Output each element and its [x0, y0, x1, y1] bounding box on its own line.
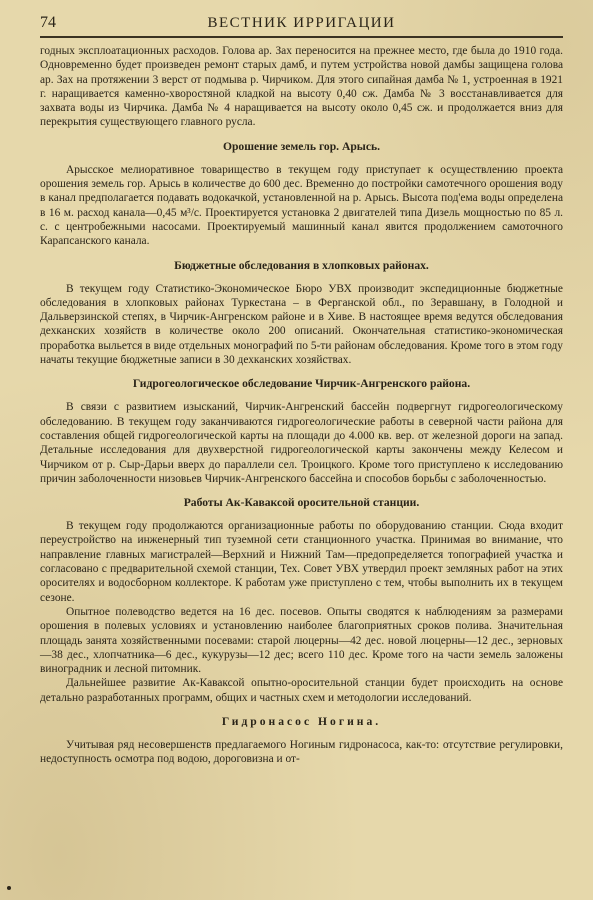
- paragraph: Арысское мелиоративное товарищество в текущем году приступает к осуществлению проекта орошения земель гор. Арысь в количестве до 600 дес. Временно до постройки самотечного орошения воду в канал предполагается подавать водокачкой, установленной на р. Арысь. Высота под'ема воды определена в 16 м. расход канала—0,45 м³/с. Проектируется установка 2 двигателей типа Дизель мощностью по 85 л. с. с центробежными насосами. Проектируемый машинный канал явится продолжением самоточного Карапсанского канала.: [40, 163, 563, 248]
- paragraph: Дальнейшее развитие Ак-Каваксой опытно-оросительной станции будет происходить на основе детально разработанных программ, общих и частных схем и методологии исследований.: [40, 677, 563, 704]
- journal-title: ВЕСТНИК ИРРИГАЦИИ: [207, 15, 396, 31]
- paragraph: В связи с развитием изысканий, Чирчик-Ангренский бассейн подвергнут гидрогеологическому обследованию. В текущем году заканчиваются гидрогеологические работы в северной части района для составления общей гидрогеологической карты на площади до 4.000 кв. вер. от железной дороги на запад. Детальные исследования для двухверстной гидрогеологической карты закончены между Келесом и Чирчиком от р. Сыр-Дарьи вверх до параллели сел. Троицкого. Кроме того приступлено к исследованию причин заболоченности низовьев Чирчик-Ангренского бассейна и способов борьбы с заболоченностью.: [40, 401, 563, 485]
- ink-spot: [7, 886, 11, 890]
- section-heading: Орошение земель гор. Арысь.: [222, 139, 381, 153]
- paragraph: В текущем году Статистико-Экономическое Бюро УВХ производит экспедиционные бюджетные обследования в хлопковых районах Туркестана – в Ферганской обл., по Зеравшану, в Голодной и Дальверзинской степях, в Чирчик-Ангренском районе и в Хиве. В настоящее время ведутся обследования дехканских хозяйств в количестве около 200 описаний. Окончательная статистико-экономическая проработка выльется в виде отдельных монографий по 5-ти районам обследования. Кроме того в этом году начаты текущие бюджетные записи в 30 дехканских хозяйствах.: [40, 282, 563, 367]
- paragraph: годных эксплоатационных расходов. Голова ар. Зах переносится на прежнее место, где была до 1910 года. Одновременно будет произведен ремонт старых дамб, и путем устройства новой дамбы защищена голова ар. Зах на протяжении 3 верст от подмыва р. Чирчиком. Для этого сипайная дамба № 1, устроенная в 1921 г. наращивается каменно-хворостяной кладкой на высоту 0,40 сж. Дамба № 3 восстанавливается для захвата воды из Чирчика. Дамба № 4 наращивается на высоту около 0,45 сж. и продолжается вниз для перекрытия существующего главного русла.: [40, 45, 563, 129]
- paragraph: Опытное полеводство ведется на 16 дес. посевов. Опыты сводятся к наблюдениям за размерами орошения в полевых условиях и установлению наиболее благоприятных сроков полива. Значительная площадь занята хозяйственными посевами: старой люцерны—42 дес. новой люцерны—12 дес., зерновых—38 дес., хлопчатника—6 дес., кукурузы—12 дес; всего 110 дес. Кроме того на части земель заложены виноградник и лесной питомник.: [40, 605, 563, 676]
- section-heading: Бюджетные обследования в хлопковых районах.: [174, 258, 429, 272]
- page-number: 74: [40, 14, 56, 31]
- section-heading: Гидронасос Ногина.: [221, 714, 382, 728]
- article-body: [40, 44, 563, 767]
- page-header: [40, 14, 563, 38]
- section-heading: Гидрогеологическое обследование Чирчик-Ангренского района.: [132, 377, 471, 391]
- paragraph: Учитывая ряд несовершенств предлагаемого Ногиным гидронасоса, как-то: отсутствие регулировки, недоступность осмотра под водою, дороговизна и от-: [40, 738, 563, 766]
- paragraph: В текущем году продолжаются организационные работы по оборудованию станции. Сюда входит переустройство на инженерный тип туземной сети станционного участка. Принимая во внимание, что направление главных магистралей—Верхний и Нижний Там—предопределяется топографией участка и согласовано с предварительной схемой станции, Тех. Совет УВХ утвердил проект земляных работ на этих оросителях и водосборном коллекторе. К работам уже приступлено с тем, чтобы выполнить их в текущем сезоне.: [40, 520, 563, 604]
- section-heading: Работы Ак-Каваксой оросительной станции.: [183, 496, 420, 510]
